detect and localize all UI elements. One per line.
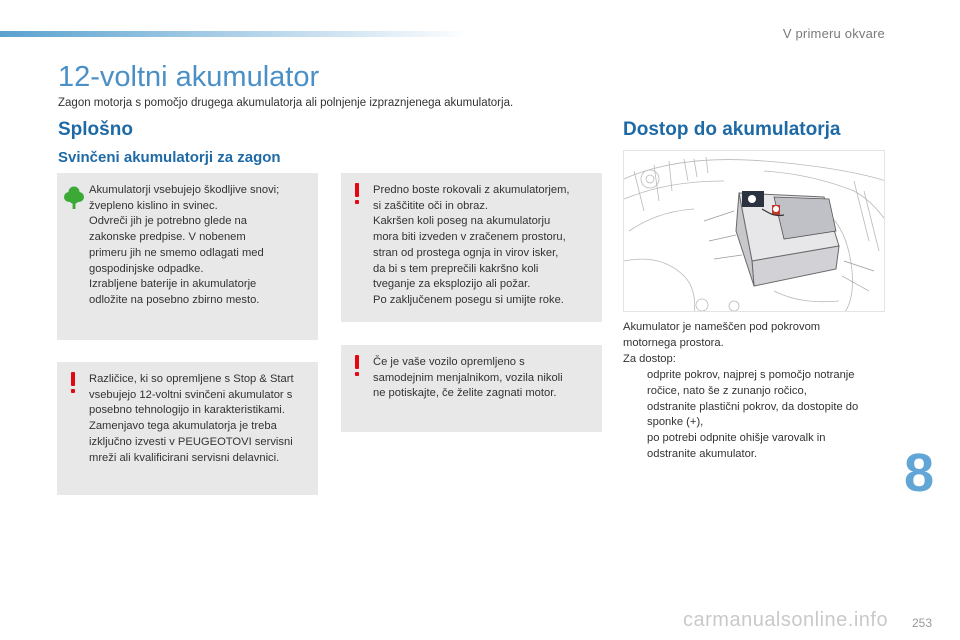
- text-line: gospodinjske odpadke.: [89, 262, 204, 275]
- section-header: V primeru okvare: [782, 26, 885, 41]
- text-line: posebno tehnologijo in karakteristikami.: [89, 404, 285, 417]
- warning-box-safety: [341, 173, 602, 322]
- text-line: Akumulator je nameščen pod pokrovom: [623, 321, 821, 333]
- warning-gearbox-text: [373, 355, 592, 402]
- text-line: izključno izvesti v PEUGEOTOVI servisni: [89, 435, 293, 448]
- eco-info-text: [89, 183, 308, 309]
- warning-exclamation-icon: [354, 355, 360, 377]
- warning-box-automatic-gearbox: [341, 345, 602, 432]
- engine-bay-drawing: [624, 151, 885, 312]
- warning-exclamation-icon: [70, 372, 76, 394]
- text-line: Za dostop:: [623, 352, 676, 365]
- text-line: sponke (+),: [647, 416, 704, 429]
- text-line: stran od prostega ognja in virov isker,: [373, 246, 559, 259]
- text-line: ne potiskajte, če želite zagnati motor.: [373, 387, 557, 400]
- text-line: da bi s tem preprečili kakršno koli: [373, 262, 539, 275]
- eco-tree-icon: [64, 185, 84, 217]
- text-line: Zamenjavo tega akumulatorja je treba: [89, 420, 277, 433]
- text-line: odstranite plastični pokrov, da dostopite do: [647, 400, 859, 413]
- header-gradient-bar: [0, 31, 470, 37]
- page-title: 12-voltni akumulator: [58, 61, 320, 93]
- engine-bay-illustration: [623, 150, 885, 312]
- warning-safety-text: [373, 183, 592, 309]
- heading-general: Splošno: [58, 119, 133, 140]
- text-line: Če je vaše vozilo opremljeno s: [373, 356, 525, 368]
- text-line: mora biti izveden v zračenem prostoru,: [373, 231, 566, 244]
- list-item: [623, 368, 893, 400]
- watermark: carmanualsonline.info: [683, 609, 889, 631]
- list-item: [623, 431, 893, 463]
- list-item: [623, 400, 893, 432]
- text-line: samodejnim menjalnikom, vozila nikoli: [373, 371, 563, 384]
- page-subtitle: Zagon motorja s pomočjo drugega akumulatorja ali polnjenje izpraznjenega akumulatorja.: [58, 97, 514, 109]
- battery-access-instructions: [623, 320, 893, 463]
- text-line: Različice, ki so opremljene s Stop & Start: [89, 373, 294, 385]
- text-line: Po zaključenem posegu si umijte roke.: [373, 293, 564, 306]
- text-line: motornega prostora.: [623, 336, 724, 349]
- page-number: 253: [912, 616, 933, 630]
- text-line: odložite na posebno zbirno mesto.: [89, 293, 260, 306]
- text-line: Odvreči jih je potrebno glede na: [89, 215, 247, 228]
- text-line: žvepleno kislino in svinec.: [89, 199, 218, 212]
- subheading-lead-batteries: Svinčeni akumulatorji za zagon: [58, 149, 281, 166]
- text-line: Akumulatorji vsebujejo škodljive snovi;: [89, 184, 280, 196]
- warning-box-stop-start: [57, 362, 318, 495]
- text-line: si zaščitite oči in obraz.: [373, 199, 489, 212]
- text-line: odprite pokrov, najprej s pomočjo notranje: [647, 368, 855, 381]
- text-line: Predno boste rokovali z akumulatorjem,: [373, 184, 570, 196]
- heading-battery-access: Dostop do akumulatorja: [623, 119, 841, 140]
- warning-stop-start-text: [89, 372, 308, 466]
- text-line: primeru jih ne smemo odlagati med: [89, 246, 264, 259]
- text-line: Izrabljene baterije in akumulatorje: [89, 278, 257, 291]
- text-line: tveganje za eksplozijo ali požar.: [373, 278, 531, 291]
- text-line: vsebujejo 12-voltni svinčeni akumulator s: [89, 388, 293, 401]
- text-line: ročice, nato še z zunanjo ročico,: [647, 384, 807, 397]
- text-line: odstranite akumulator.: [647, 448, 758, 461]
- text-line: po potrebi odpnite ohišje varovalk in: [647, 432, 826, 445]
- text-line: zakonske predpise. V nobenem: [89, 231, 246, 244]
- warning-exclamation-icon: [354, 183, 360, 205]
- eco-info-box: [57, 173, 318, 340]
- text-line: mreži ali kvalificirani servisni delavnici.: [89, 451, 280, 464]
- chapter-number: 8: [904, 443, 935, 503]
- text-line: Kakršen koli poseg na akumulatorju: [373, 215, 551, 228]
